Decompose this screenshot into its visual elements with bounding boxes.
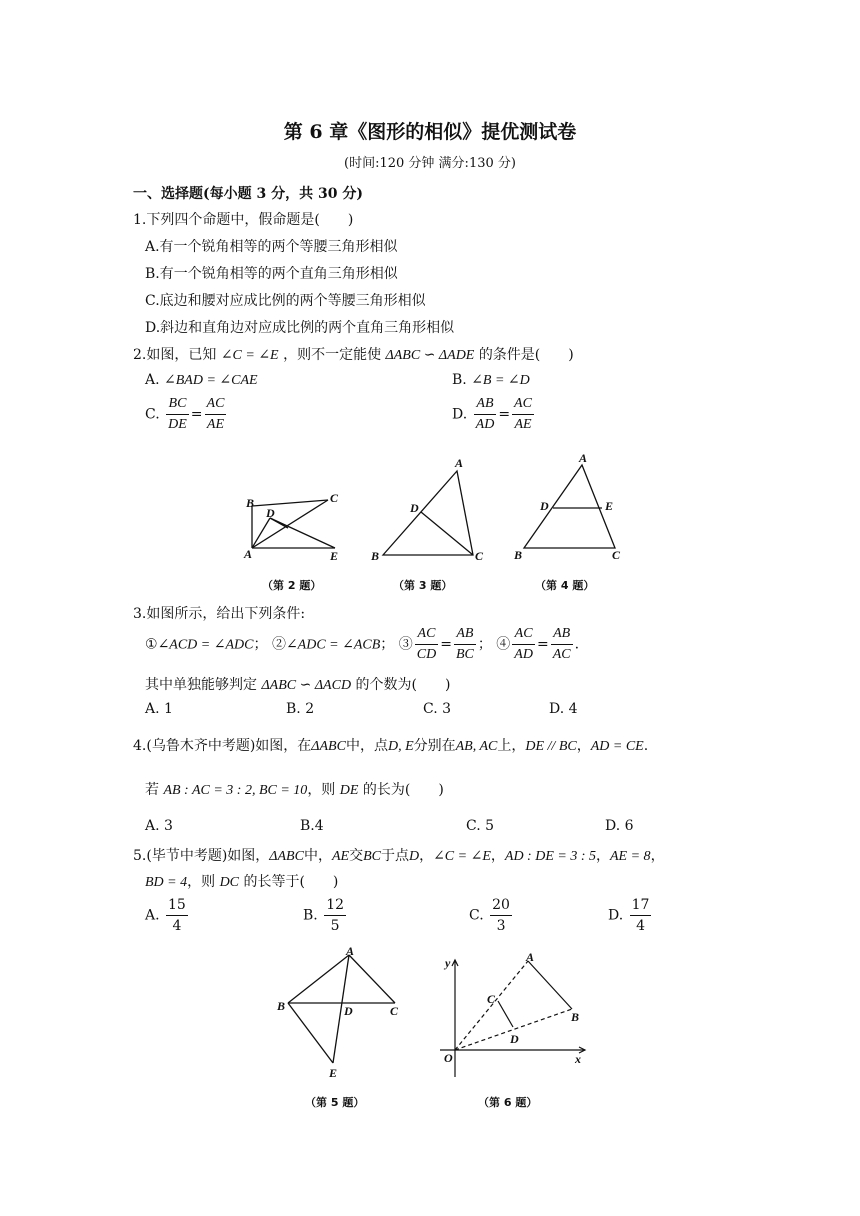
question-3-stem: 3.如图所示，给出下列条件: bbox=[133, 606, 306, 622]
q4-math: ΔABC bbox=[311, 739, 346, 754]
q5-text: ， bbox=[596, 848, 610, 864]
question-3-option-b: B. 2 bbox=[286, 701, 315, 717]
question-3-option-c: C. 3 bbox=[423, 701, 452, 717]
q4-math: AB, AC bbox=[455, 739, 498, 754]
q5-math: D bbox=[408, 849, 420, 864]
question-5-option-b bbox=[303, 895, 348, 936]
option-label: B. bbox=[452, 372, 467, 388]
option-label: C. bbox=[145, 406, 160, 423]
point-label-e: E bbox=[605, 499, 614, 513]
question-4-line-2 bbox=[145, 779, 444, 799]
figure-6-caption: （第 6 题） bbox=[478, 1096, 538, 1109]
point-label-c: C bbox=[390, 1004, 399, 1018]
q5-text: 5.(毕节中考题)如图， bbox=[133, 848, 270, 864]
q2-stem-text: ，则不一定能使 bbox=[283, 347, 382, 363]
option-math: ∠BAD = ∠CAE bbox=[164, 373, 258, 388]
question-4-option-b: B.4 bbox=[300, 818, 324, 834]
point-label-b: B bbox=[571, 1010, 580, 1024]
figure-5-caption: （第 5 题） bbox=[305, 1096, 365, 1109]
point-label-d: D bbox=[410, 501, 419, 515]
question-4-option-d: D. 6 bbox=[605, 818, 634, 834]
option-label: D. bbox=[452, 406, 468, 423]
option-label: D. bbox=[608, 907, 624, 924]
q2-stem-text: 的条件是( ) bbox=[478, 347, 574, 363]
fraction: $\frac{BC}{DE}$ bbox=[168, 396, 187, 432]
question-1-option-b: B.有一个锐角相等的两个直角三角形相似 bbox=[145, 266, 398, 282]
question-5-option-c bbox=[469, 895, 514, 936]
question-1-stem: 1.下列四个命题中，假命题是( ) bbox=[133, 212, 354, 228]
separator: ； bbox=[380, 636, 395, 653]
figure-6 bbox=[440, 960, 585, 1077]
point-label-o: O bbox=[444, 1051, 453, 1065]
q5-math: BC bbox=[363, 849, 381, 864]
figure-2 bbox=[252, 500, 335, 548]
question-1-option-d: D.斜边和直角边对应成比例的两个直角三角形相似 bbox=[145, 320, 455, 336]
fraction: $\frac{AC}{AD}$ bbox=[514, 626, 533, 662]
question-2-option-c: C. $\frac{BC}{DE}$ = $\frac{AC}{AE}$ bbox=[145, 394, 228, 435]
q4-text: 上， bbox=[497, 738, 526, 754]
axis-label-x: x bbox=[575, 1052, 581, 1066]
condition-number: ② bbox=[271, 636, 286, 653]
point-label-d: D bbox=[540, 499, 549, 513]
q4-text: 中，点 bbox=[345, 738, 388, 754]
q5-math: AE = 8 bbox=[610, 849, 651, 864]
separator: ； bbox=[477, 636, 492, 653]
fraction: $\frac{AB}{AD}$ bbox=[475, 396, 495, 432]
point-label-b: B bbox=[246, 496, 255, 510]
question-3-option-d: D. 4 bbox=[549, 701, 578, 717]
question-2-option-a bbox=[145, 372, 258, 389]
q5-math: AD : DE = 3 : 5 bbox=[504, 849, 596, 864]
point-label-d: D bbox=[510, 1032, 519, 1046]
q2-stem-math: ΔABC ∽ ΔADE bbox=[385, 348, 475, 363]
figures-row-1 bbox=[240, 450, 650, 575]
fraction: $\frac{AB}{AC}$ bbox=[552, 626, 571, 662]
q3-math: ΔABC ∽ ΔACD bbox=[261, 678, 352, 693]
point-label-e: E bbox=[330, 549, 339, 563]
fraction: $\frac{AB}{BC}$ bbox=[455, 626, 474, 662]
q5-math: AE bbox=[331, 849, 350, 864]
question-2-option-d: D. $\frac{AB}{AD}$ = $\frac{AC}{AE}$ bbox=[452, 394, 536, 435]
point-label-a: A bbox=[579, 451, 588, 465]
q4-text: 4.(乌鲁木齐中考题)如图，在 bbox=[133, 738, 312, 754]
period: . bbox=[574, 636, 580, 653]
question-4-option-c: C. 5 bbox=[466, 818, 495, 834]
point-label-b: B bbox=[371, 549, 380, 563]
condition-number: ④ bbox=[496, 636, 511, 653]
q3-text: 其中单独能够判定 bbox=[145, 677, 257, 693]
question-5-option-d bbox=[608, 895, 653, 936]
question-2-stem bbox=[133, 344, 574, 364]
question-5-line-2 bbox=[145, 871, 338, 891]
condition-math: ∠ADC = ∠ACB bbox=[285, 637, 381, 653]
separator: ； bbox=[253, 636, 268, 653]
q5-text: ， bbox=[419, 848, 434, 864]
q5-text: 中， bbox=[303, 848, 332, 864]
point-label-a: A bbox=[455, 456, 464, 470]
option-label: A. bbox=[145, 907, 160, 924]
question-3-line-2 bbox=[145, 674, 450, 694]
point-label-c: C bbox=[487, 992, 496, 1006]
page-title: 第 6 章《图形的相似》提优测试卷 bbox=[283, 121, 577, 143]
fraction: $\frac{17}{4}$ bbox=[631, 897, 650, 934]
q2-stem-math: ∠C = ∠E bbox=[220, 348, 279, 363]
axis-label-y: y bbox=[445, 956, 451, 970]
question-5-option-a bbox=[145, 895, 190, 936]
point-label-d: D bbox=[266, 506, 275, 520]
option-label: B. bbox=[303, 907, 318, 924]
fraction: $\frac{15}{4}$ bbox=[168, 897, 186, 934]
q5-text: 的长等于( ) bbox=[243, 874, 339, 890]
q4-text: 的长为( ) bbox=[362, 782, 444, 798]
q4-text: ，则 bbox=[307, 782, 336, 798]
condition-math: ∠ACD = ∠ADC bbox=[157, 637, 254, 653]
point-label-a: A bbox=[526, 950, 535, 964]
point-label-e: E bbox=[329, 1066, 338, 1080]
option-math: ∠B = ∠D bbox=[471, 373, 530, 388]
point-label-d: D bbox=[344, 1004, 353, 1018]
q5-math: DC bbox=[219, 875, 240, 890]
q4-text: . bbox=[643, 738, 649, 754]
figures-row-2 bbox=[270, 945, 600, 1090]
figure-4 bbox=[524, 465, 615, 548]
q5-text: 于点 bbox=[380, 848, 409, 864]
point-label-b: B bbox=[514, 548, 523, 562]
q5-text: 交 bbox=[349, 848, 364, 864]
point-label-c: C bbox=[330, 491, 339, 505]
q5-math: ∠C = ∠E bbox=[433, 849, 491, 864]
question-2-option-b bbox=[452, 372, 530, 389]
figure-4-caption: （第 4 题） bbox=[535, 579, 595, 592]
q5-math: ΔABC bbox=[269, 849, 304, 864]
q4-math: DE bbox=[339, 783, 359, 798]
figure-3 bbox=[383, 471, 473, 555]
figure-3-caption: （第 3 题） bbox=[393, 579, 453, 592]
question-4-line-1 bbox=[133, 735, 648, 755]
q3-text: 的个数为( ) bbox=[355, 677, 451, 693]
fraction: $\frac{20}{3}$ bbox=[492, 897, 510, 934]
fraction: $\frac{AC}{AE}$ bbox=[514, 396, 532, 432]
q5-text: ， bbox=[650, 848, 665, 864]
point-label-c: C bbox=[475, 549, 484, 563]
fraction: $\frac{AC}{AE}$ bbox=[206, 396, 225, 432]
q4-math: AD = CE bbox=[590, 739, 644, 754]
question-1-option-c: C.底边和腰对应成比例的两个等腰三角形相似 bbox=[145, 293, 426, 309]
section-heading: 一、选择题(每小题 3 分，共 30 分) bbox=[133, 186, 363, 202]
q4-math: AB : AC = 3 : 2, BC = 10 bbox=[163, 783, 308, 798]
question-4-option-a: A. 3 bbox=[145, 818, 173, 834]
question-3-option-a: A. 1 bbox=[145, 701, 173, 717]
q5-text: ， bbox=[490, 848, 505, 864]
q4-text: 若 bbox=[145, 782, 159, 798]
figure-2-caption: （第 2 题） bbox=[262, 579, 322, 592]
q2-stem-text: 2.如图，已知 bbox=[133, 347, 217, 363]
point-label-b: B bbox=[277, 999, 286, 1013]
option-label: C. bbox=[469, 907, 484, 924]
point-label-c: C bbox=[612, 548, 621, 562]
q4-text: 分别在 bbox=[413, 738, 456, 754]
point-label-a: A bbox=[346, 945, 355, 958]
question-1-option-a: A.有一个锐角相等的两个等腰三角形相似 bbox=[145, 239, 398, 255]
figure-5 bbox=[288, 955, 395, 1063]
condition-number: ① bbox=[145, 636, 158, 653]
option-label: A. bbox=[145, 372, 160, 388]
fraction: $\frac{AC}{CD}$ bbox=[416, 626, 437, 662]
question-5-line-1 bbox=[133, 845, 665, 865]
q5-text: ，则 bbox=[187, 874, 216, 890]
question-3-conditions: ①∠ACD = ∠ADC； ②∠ADC = ∠ACB； ③ $\frac{AC}{CD}$ = $\frac{AB}{BC}$ ； ④ $\frac{AC}{AD}$ = $\frac{AB}{AC}$ . bbox=[145, 624, 579, 665]
condition-number: ③ bbox=[398, 636, 413, 653]
q5-math: BD = 4 bbox=[145, 875, 188, 890]
q4-math: D, E bbox=[387, 739, 414, 754]
fraction: $\frac{12}{5}$ bbox=[326, 897, 345, 934]
point-label-a: A bbox=[244, 547, 253, 561]
q4-text: ， bbox=[576, 738, 591, 754]
q4-math: DE // BC bbox=[525, 739, 577, 754]
exam-info: (时间:120 分钟 满分:130 分) bbox=[344, 156, 516, 171]
